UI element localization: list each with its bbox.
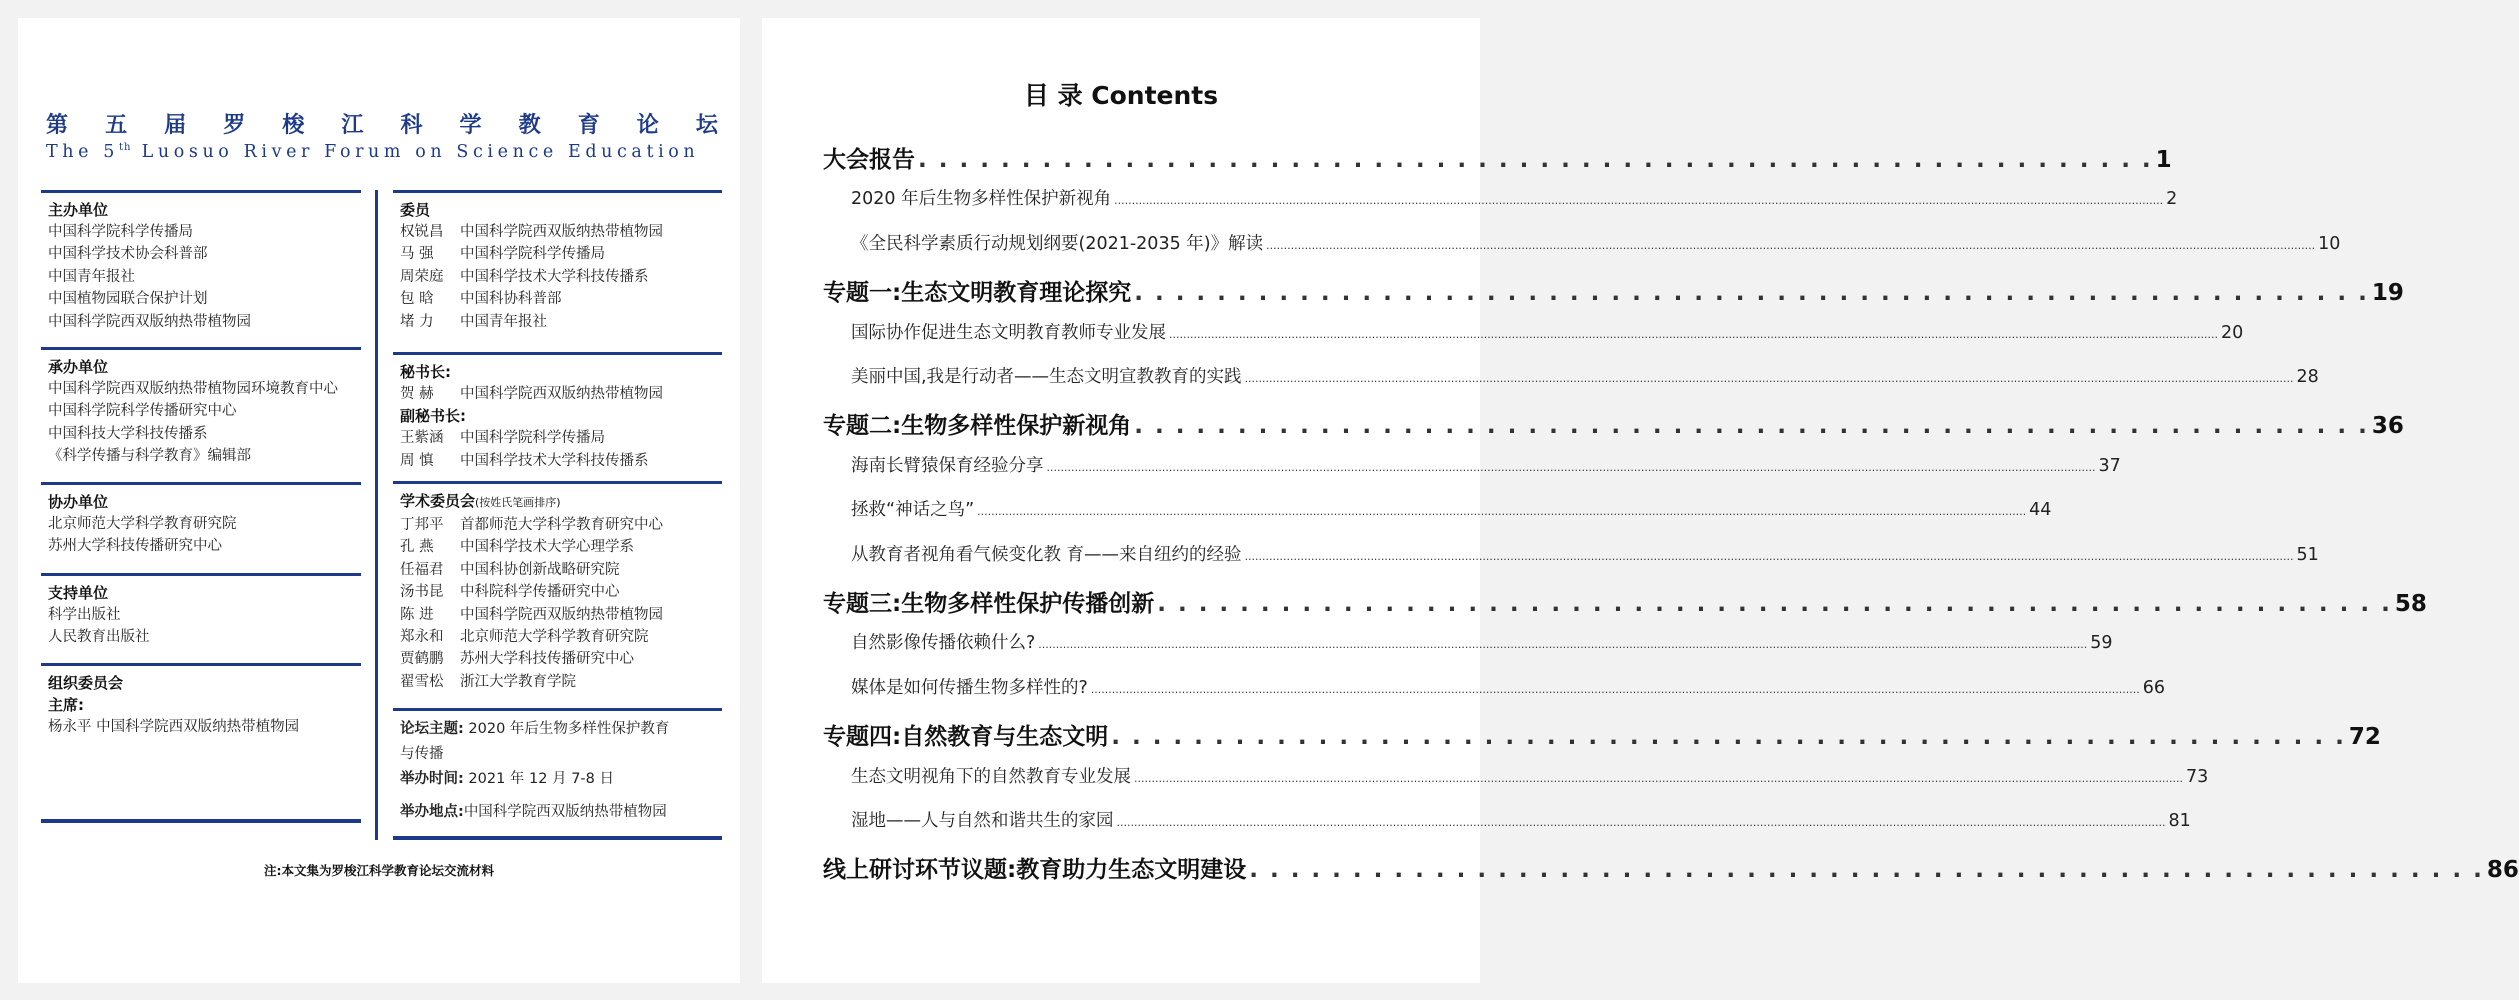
organizer-item: 中国科技大学科技传播系 — [48, 425, 208, 442]
toc-entry-title: 美丽中国,我是行动者——生态文明宣教教育的实践 — [851, 367, 1242, 387]
committee-heading: 组织委员会 — [48, 674, 124, 692]
person-name: 汤书昆 — [400, 584, 444, 601]
place-line — [400, 800, 715, 825]
toc-entry-title: 大会报告 — [823, 147, 915, 173]
toc-entry-title: 《全民科学素质行动规划纲要(2021-2035 年)》解读 — [851, 233, 1264, 254]
member-row — [400, 266, 715, 288]
toc-dot-leader: ............................................................................................................................................................................................................................................................................................................ — [977, 505, 2027, 519]
toc-entry-title: 自然影像传播依赖什么? — [851, 633, 1036, 654]
deputy-secretary-row — [400, 450, 715, 472]
toc-dot-leader: ............................................................................................................................................................................................................................................................................................................ — [1090, 682, 2140, 696]
bottom-rule-right — [393, 836, 722, 840]
person-name: 任福君 — [400, 561, 444, 578]
toc-entry-title: 生态文明视角下的自然教育专业发展 — [851, 766, 1131, 787]
toc-dot-leader: ............................................................................................................................................................................................................................................................................................................ — [1266, 238, 2316, 252]
toc-page-number: 19 — [2371, 280, 2404, 307]
toc-dot-leader: ............................................................................................................................................................................................................................................................................................................ — [1244, 549, 2294, 563]
person-organization: 北京师范大学科学教育研究院 — [460, 629, 649, 646]
academic-member-row — [400, 648, 715, 670]
organizer-item: 《科学传播与科学教育》编辑部 — [48, 448, 251, 465]
toc-page-number: 51 — [2296, 544, 2319, 565]
theme-value: 2020 年后生物多样性保护教育 — [463, 721, 670, 737]
left-column — [41, 190, 361, 823]
toc-dot-leader: ............................................................................................................................................................................................................................................................................................................ — [1244, 372, 2294, 385]
organizer-item: 中国科学院科学传播研究中心 — [48, 403, 237, 420]
person-organization: 中国科协创新战略研究院 — [460, 561, 620, 578]
host-item: 中国科学技术协会科普部 — [48, 246, 208, 263]
organizer-section — [41, 347, 361, 482]
person-name: 丁邦平 — [400, 517, 444, 533]
person-organization: 浙江大学教育学院 — [460, 673, 576, 690]
toc-section-entry[interactable] — [823, 851, 2519, 884]
forum-title-char: 教 — [518, 113, 541, 138]
forum-info-page — [18, 18, 740, 983]
toc-title: 目 录 Contents — [1023, 81, 1219, 110]
toc-article-entry[interactable] — [851, 763, 2209, 788]
toc-entry-title: 专题三:生物多样性保护传播创新 — [823, 591, 1155, 617]
bottom-rule-left — [41, 819, 361, 823]
person-name: 马 强 — [400, 246, 434, 263]
toc-dot-leader: . . . . . . . . . . . . . . . . . . . . . . . . . . . . . . . . . . . . . . . . . . . . . . . . . . . . . . . . . . . . — [1134, 280, 2369, 307]
toc-section-entry[interactable] — [823, 407, 2404, 440]
toc-page-number: 66 — [2142, 677, 2166, 698]
toc-article-entry[interactable] — [851, 541, 2319, 566]
toc-entry-title: 湿地——人与自然和谐共生的家园 — [851, 811, 1114, 831]
secretary-heading: 秘书长: — [400, 363, 451, 381]
forum-details-section — [393, 708, 722, 836]
person-name: 王紫涵 — [400, 430, 444, 447]
toc-article-entry[interactable] — [851, 185, 2178, 210]
person-organization: 中国科学院科学传播局 — [460, 430, 605, 447]
host-item: 中国青年报社 — [48, 268, 135, 285]
member-row — [400, 221, 715, 243]
person-organization: 首都师范大学科学教育研究中心 — [460, 517, 663, 533]
footnote: 注:本文集为罗梭江科学教育论坛交流材料 — [264, 863, 494, 878]
person-name: 贺 赫 — [400, 386, 434, 402]
co-organizer-item: 北京师范大学科学教育研究院 — [48, 516, 237, 532]
toc-page-number: 2 — [2166, 189, 2178, 210]
member-row — [400, 288, 715, 310]
co-organizer-section — [41, 482, 361, 573]
academic-committee-section — [393, 481, 722, 708]
secretary-row — [400, 383, 715, 405]
support-item: 人民教育出版社 — [48, 629, 150, 646]
deputy-secretary-heading: 副秘书长: — [400, 407, 466, 426]
forum-title-char: 学 — [459, 113, 482, 138]
person-name: 翟雪松 — [400, 673, 444, 690]
toc-article-entry[interactable] — [851, 629, 2113, 654]
academic-heading-text: 学术委员会 — [400, 492, 476, 510]
academic-member-row — [400, 536, 715, 558]
organizer-heading: 承办单位 — [48, 358, 109, 376]
toc-page-number: 59 — [2090, 633, 2113, 654]
toc-entry-title: 海南长臂猿保育经验分享 — [851, 455, 1044, 476]
person-organization: 中国科学技术大学心理学系 — [460, 539, 634, 556]
committee-chair: 杨永平 中国科学院西双版纳热带植物园 — [48, 719, 300, 735]
support-section — [41, 573, 361, 663]
time-value: 2021 年 12 月 7-8 日 — [463, 771, 615, 787]
person-organization: 中国科学技术大学科技传播系 — [460, 452, 649, 469]
toc-page-number: 58 — [2394, 591, 2427, 617]
time-line — [400, 767, 715, 792]
toc-article-entry[interactable] — [851, 230, 2341, 255]
deputy-secretary-row — [400, 427, 715, 449]
toc-dot-leader: . . . . . . . . . . . . . . . . . . . . . . . . . . . . . . . . . . . . . . . . . . . . . . . . . . . . . . . . . . . . — [1134, 413, 2369, 440]
committee-section — [41, 663, 361, 819]
forum-title-char: 梭 — [282, 113, 305, 138]
toc-entry-title: 2020 年后生物多样性保护新视角 — [851, 189, 1112, 210]
members-section — [393, 190, 722, 352]
toc-page-number: 1 — [2155, 147, 2172, 173]
toc-page-number: 86 — [2486, 857, 2519, 884]
person-organization: 中国科学院西双版纳热带植物园 — [460, 224, 663, 240]
toc-dot-leader: . . . . . . . . . . . . . . . . . . . . . . . . . . . . . . . . . . . . . . . . . . . . . . . . . . . . . . . . . . . . — [1249, 857, 2484, 884]
person-organization: 中国科学院科学传播局 — [460, 246, 605, 263]
host-item: 中国科学院科学传播局 — [48, 224, 193, 240]
forum-title-char: 论 — [636, 113, 659, 138]
toc-dot-leader: . . . . . . . . . . . . . . . . . . . . . . . . . . . . . . . . . . . . . . . . . . . . . . . . . . . . . . . . . . . . — [918, 147, 2153, 173]
toc-section-entry[interactable] — [823, 141, 2172, 174]
academic-heading — [400, 490, 715, 514]
right-column — [393, 190, 722, 840]
toc-page-number: 81 — [2168, 811, 2191, 831]
toc-entry-title: 国际协作促进生态文明教育教师专业发展 — [851, 322, 1166, 343]
place-label: 举办地点: — [400, 804, 464, 820]
person-name: 包 晗 — [400, 291, 434, 308]
toc-dot-leader: ............................................................................................................................................................................................................................................................................................................ — [1046, 460, 2096, 474]
toc-entry-title: 线上研讨环节议题:教育助力生态文明建设 — [823, 857, 1247, 884]
column-divider — [375, 190, 378, 840]
host-item: 中国植物园联合保护计划 — [48, 291, 208, 308]
toc-page-number: 20 — [2220, 322, 2244, 343]
person-organization: 中国科协科普部 — [460, 291, 562, 308]
host-item: 中国科学院西双版纳热带植物园 — [48, 313, 251, 330]
toc-section-entry[interactable] — [823, 274, 2404, 307]
forum-title-char: 罗 — [223, 113, 246, 138]
toc-page-number: 44 — [2029, 500, 2052, 521]
toc-entry-title: 从教育者视角看气候变化教 育——来自纽约的经验 — [851, 544, 1242, 565]
host-section — [41, 190, 361, 347]
forum-title-english — [46, 142, 699, 162]
person-name: 堵 力 — [400, 313, 434, 330]
academic-heading-note: (按姓氏笔画排序) — [475, 496, 561, 509]
toc-dot-leader: ............................................................................................................................................................................................................................................................................................................ — [1038, 638, 2088, 652]
forum-title-char: 科 — [400, 113, 423, 138]
toc-page-number: 36 — [2371, 413, 2404, 440]
forum-title-char: 坛 — [695, 113, 718, 138]
person-name: 贾鹤鹏 — [400, 651, 444, 668]
member-row — [400, 311, 715, 333]
forum-title-char: 育 — [577, 113, 600, 138]
toc-dot-leader: ............................................................................................................................................................................................................................................................................................................ — [1169, 327, 2218, 341]
toc-entry-title: 专题一:生态文明教育理论探究 — [823, 280, 1132, 307]
toc-entry-title: 专题二:生物多样性保护新视角 — [823, 413, 1132, 440]
forum-title-char: 江 — [341, 113, 364, 138]
secretary-section — [393, 352, 722, 481]
academic-member-row — [400, 581, 715, 603]
toc-entry-title: 专题四:自然教育与生态文明 — [823, 724, 1109, 751]
person-name: 陈 进 — [400, 606, 434, 623]
toc-dot-leader: . . . . . . . . . . . . . . . . . . . . . . . . . . . . . . . . . . . . . . . . . . . . . . . . . . . . . . . . . . . . — [1157, 591, 2392, 617]
table-of-contents-page — [762, 18, 2519, 983]
co-organizer-item: 苏州大学科技传播研究中心 — [48, 538, 222, 555]
person-organization: 中国科学技术大学科技传播系 — [460, 268, 649, 285]
person-name: 郑永和 — [400, 629, 444, 646]
person-name: 周荣庭 — [400, 268, 444, 285]
person-name: 权锐昌 — [400, 224, 444, 240]
person-name: 孔 燕 — [400, 539, 434, 556]
toc-section-entry[interactable] — [823, 718, 2381, 751]
toc-page-number: 37 — [2098, 455, 2121, 476]
theme-label: 论坛主题: — [400, 721, 464, 737]
toc-dot-leader: . . . . . . . . . . . . . . . . . . . . . . . . . . . . . . . . . . . . . . . . . . . . . . . . . . . . . . . . . . . . — [1111, 724, 2346, 751]
place-value: 中国科学院西双版纳热带植物园 — [463, 804, 667, 820]
toc-page-number: 28 — [2296, 367, 2319, 387]
theme-line-2: 与传播 — [400, 746, 444, 762]
academic-member-row — [400, 514, 715, 536]
toc-entry-title: 拯救“神话之鸟” — [851, 500, 975, 521]
toc-article-entry[interactable] — [851, 807, 2191, 832]
toc-article-entry[interactable] — [851, 496, 2052, 521]
toc-dot-leader: ............................................................................................................................................................................................................................................................................................................ — [1134, 771, 2183, 785]
toc-page-number: 73 — [2185, 766, 2209, 787]
forum-title-char: 第 — [46, 113, 69, 138]
person-organization: 中国科学院西双版纳热带植物园 — [460, 606, 663, 623]
academic-member-row — [400, 671, 715, 693]
support-heading: 支持单位 — [48, 584, 109, 602]
person-name: 周 慎 — [400, 452, 434, 469]
theme-line — [400, 717, 715, 742]
support-item: 科学出版社 — [48, 607, 121, 623]
academic-member-row — [400, 604, 715, 626]
forum-title-en-sup: th — [119, 142, 132, 154]
toc-dot-leader: ............................................................................................................................................................................................................................................................................................................ — [1114, 194, 2164, 208]
toc-article-entry[interactable] — [851, 452, 2121, 477]
members-heading: 委员 — [400, 201, 431, 219]
forum-title-en-suffix: Luosuo River Forum on Science Education — [131, 142, 700, 162]
toc-article-entry[interactable] — [851, 674, 2166, 699]
person-organization: 中国科学院西双版纳热带植物园 — [460, 386, 663, 402]
organizer-item: 中国科学院西双版纳热带植物园环境教育中心 — [48, 381, 338, 397]
toc-section-entry[interactable] — [823, 585, 2427, 618]
forum-title-char: 届 — [164, 113, 187, 138]
toc-dot-leader: ............................................................................................................................................................................................................................................................................................................ — [1116, 816, 2166, 829]
committee-chair-label: 主席: — [48, 696, 84, 714]
person-organization: 苏州大学科技传播研究中心 — [460, 651, 634, 668]
toc-page-number: 72 — [2348, 724, 2381, 751]
toc-page-number: 10 — [2318, 233, 2341, 254]
co-organizer-heading: 协办单位 — [48, 493, 109, 511]
time-label: 举办时间: — [400, 771, 464, 787]
person-organization: 中科院科学传播研究中心 — [460, 584, 620, 601]
forum-title-char: 五 — [105, 113, 128, 138]
academic-member-row — [400, 559, 715, 581]
academic-member-row — [400, 626, 715, 648]
toc-article-entry[interactable] — [851, 319, 2244, 344]
forum-title-chinese — [46, 108, 718, 139]
member-row — [400, 243, 715, 265]
toc-article-entry[interactable] — [851, 363, 2319, 388]
forum-title-en-prefix: The 5 — [46, 142, 119, 162]
host-heading: 主办单位 — [48, 201, 109, 219]
toc-entry-title: 媒体是如何传播生物多样性的? — [851, 677, 1088, 698]
person-organization: 中国青年报社 — [460, 313, 547, 330]
